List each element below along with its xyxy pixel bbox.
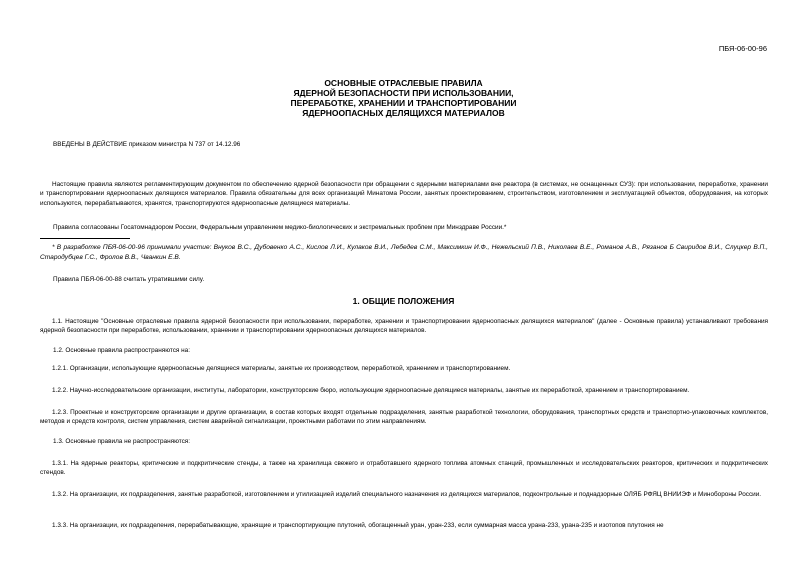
- clause-1-1: 1.1. Настоящие "Основные отраслевые правила ядерной безопасности при использовании, переработке, хранении и транспортировании ядерноопасных делящихся материалов" (далее - Основные правила) устанавливают требования ядерной безопасности при переработке, использовании, хранении и транспортировании ядерноопасных делящихся материалов.: [40, 318, 768, 335]
- clause-1-2: 1.2. Основные правила распространяются на:: [53, 347, 191, 354]
- title-line: ПЕРЕРАБОТКЕ, ХРАНЕНИИ И ТРАНСПОРТИРОВАНИИ: [290, 98, 517, 108]
- clause-1-3-2: 1.3.2. На организации, их подразделения, занятые разработкой, изготовлением и утилизацией изделий специального назначения из делящихся материалов, подконтрольные и поднадзорные ОЛЯБ РФЯЦ ВНИИЭФ и Минобороны России.: [52, 491, 762, 498]
- title-line: ЯДЕРНОЙ БЕЗОПАСНОСТИ ПРИ ИСПОЛЬЗОВАНИИ,: [293, 88, 514, 98]
- authors-footnote: * В разработке ПБЯ-06-00-96 принимали участие: Внуков В.С., Дубовенко А.С., Кислов Л.И., Кулаков В.И., Лебедев С.М., Максимкин И.Ф., Нежельский П.В., Николаев В.Е., Романов А.В., Рязанов Б Свиридов В.И., Слуцкер В.П., Стародубцев Г.С., Фролов В.В., Чванкин Е.В.: [40, 244, 768, 261]
- document-code: ПБЯ-06-00-96: [718, 44, 767, 53]
- obsolete-note: Правила ПБЯ-06-00-88 считать утратившими силу.: [53, 276, 205, 283]
- clause-1-3-3: 1.3.3. На организации, их подразделения, перерабатывающие, хранящие и транспортирующие плутоний, обогащенный уран, уран-233, если суммарная масса урана-233, урана-235 и изотопов плутония не: [52, 522, 664, 529]
- clause-1-2-1: 1.2.1. Организации, использующие ядерноопасные делящиеся материалы, занятые их производством, переработкой, хранением и транспортированием.: [52, 365, 511, 372]
- agreement-note: Правила согласованы Госатомнадзором России, Федеральным управлением медико-биологических и экстремальных проблем при Минздраве России.*: [53, 224, 507, 231]
- document-title: [0, 78, 807, 118]
- clause-1-3: 1.3. Основные правила не распространяются:: [53, 438, 191, 445]
- section-heading: 1. ОБЩИЕ ПОЛОЖЕНИЯ: [352, 296, 455, 306]
- intro-paragraph: Настоящие правила являются регламентирующим документом по обеспечению ядерной безопасности при обращении с ядерными материалами вне реактора (в системах, не оснащенных СУЗ): при использовании, переработке, хранении и транспортировании ядерноопасных делящихся материалов. Правила обязательны для всех организаций Минатома России, занятых проектированием, строительством, изготовлением и эксплуатацией объектов, оборудования, на которых используются, перерабатываются, хранятся, транспортируются ядерноопасные делящиеся материалы.: [40, 181, 768, 207]
- title-line: ОСНОВНЫЕ ОТРАСЛЕВЫЕ ПРАВИЛА: [324, 78, 483, 88]
- clause-1-2-3: 1.2.3. Проектные и конструкторские организации и другие организации, в состав которых входят отдельные подразделения, занятые разработкой технологии, оборудования, транспортных средств и транспортно-упаковочных комплектов, методов и средств контроля, систем управления, систем аварийной сигнализации, проектными работами по этим направлениям.: [40, 409, 768, 426]
- title-line: ЯДЕРНООПАСНЫХ ДЕЛЯЩИХСЯ МАТЕРИАЛОВ: [302, 108, 505, 118]
- clause-1-3-1: 1.3.1. На ядерные реакторы, критические и подкритические стенды, а также на хранилища свежего и отработавшего ядерного топлива атомных станций, промышленных и исследовательских реакторов, критических и подкритических стендов.: [40, 460, 768, 477]
- clause-1-2-2: 1.2.2. Научно-исследовательские организации, институты, лаборатории, конструкторские бюро, использующие ядерноопасные делящиеся материалы, занятые их переработкой, хранением и транспортированием.: [52, 387, 690, 394]
- footnote-divider: [40, 238, 130, 239]
- enactment-note: ВВЕДЕНЫ В ДЕЙСТВИЕ приказом министра N 737 от 14.12.96: [53, 141, 241, 148]
